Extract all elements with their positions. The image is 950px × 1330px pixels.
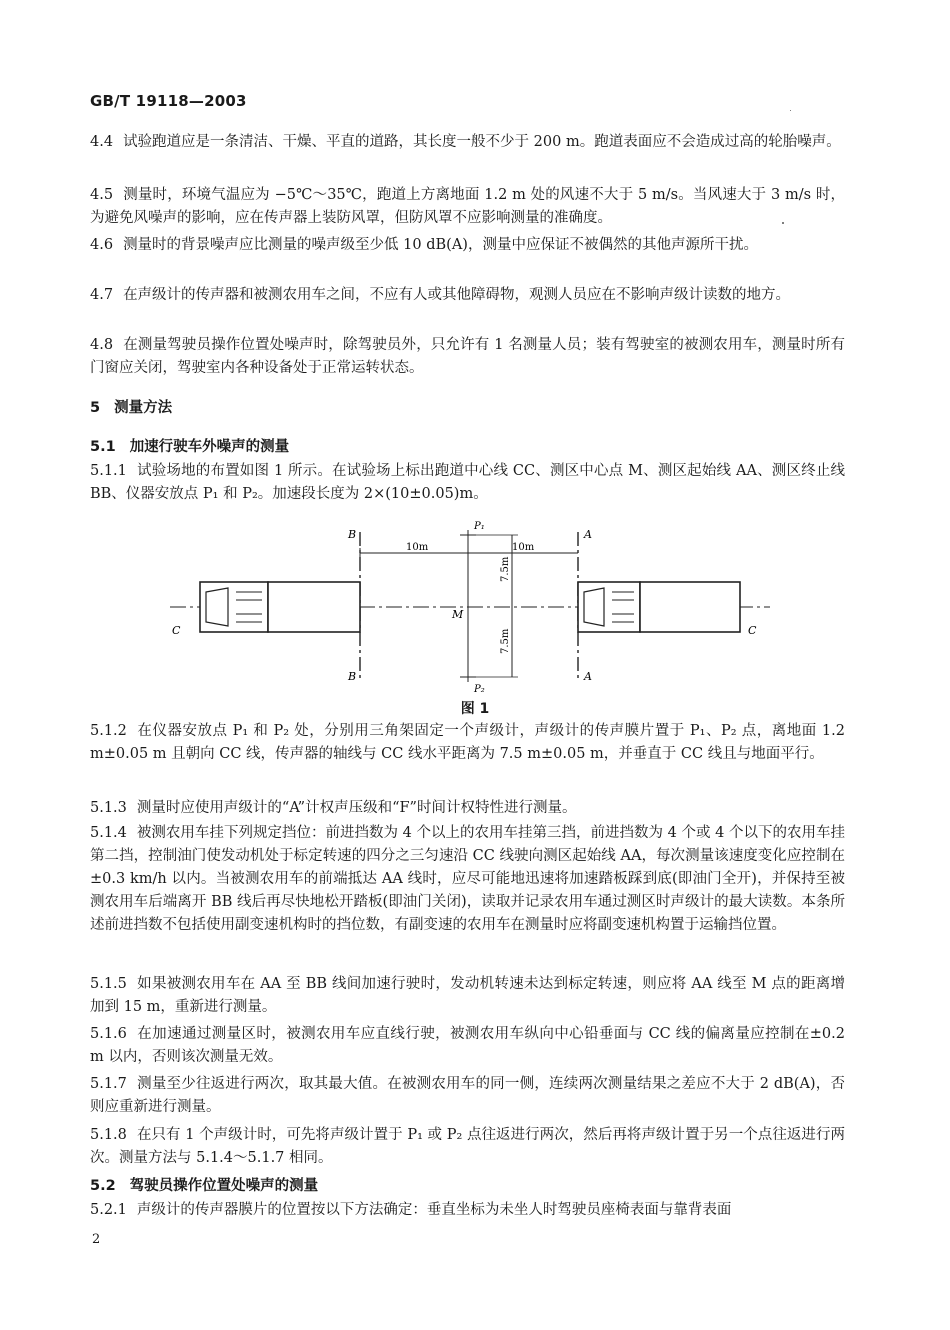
scan-speck (790, 110, 791, 111)
page-number: 2 (92, 1232, 101, 1247)
clause-5-1-2 (90, 720, 845, 766)
section-number: 5 (90, 400, 101, 416)
clause-number: 5.1.6 (90, 1026, 127, 1042)
label-p1: P₁ (474, 521, 485, 532)
section-number: 5.2 (90, 1178, 116, 1194)
clause-number: 5.1.4 (90, 825, 127, 841)
figure-1-drawing (160, 520, 780, 700)
clause-text: 在测量驾驶员操作位置处噪声时，除驾驶员外，只允许有 1 名测量人员；装有驾驶室的被测农用车，测量时所有门窗应关闭，驾驶室内各种设备处于正常运转状态。 (90, 337, 845, 376)
label-a-bottom: A (584, 670, 592, 683)
clause-text: 被测农用车挂下列规定挡位：前进挡数为 4 个以上的农用车挂第三挡，前进挡数为 4 个或 4 个以下的农用车挂第二挡，控制油门使发动机处于标定转速的四分之三匀速沿 CC 线驶向测区起始线 AA，每次测量该速度变化应控制在±0.3 km/h 以内。当被测农用车的前端抵达 AA 线时，应尽可能地迅速将加速踏板踩到底(即油门全开)，并保持至被测农用车后端离开 BB 线后再尽快地松开踏板(即油门关闭)，读取并记录农用车通过测区时声级计的最大读数。本条所述前进挡数不包括使用副变速机构时的挡位数，有副变速的农用车在测量时应将副变速机构置于运输挡位置。 (90, 825, 845, 933)
clause-number: 5.1.3 (90, 800, 127, 816)
clause-5-1-5 (90, 973, 845, 1019)
clause-number: 4.7 (90, 287, 114, 303)
vehicle-left (200, 582, 360, 632)
clause-number: 5.1.8 (90, 1127, 127, 1143)
section-title: 驾驶员操作位置处噪声的测量 (129, 1178, 319, 1194)
clause-5-1-4 (90, 822, 845, 937)
section-title: 测量方法 (114, 400, 173, 416)
clause-5-1-6 (90, 1023, 845, 1069)
clause-number: 5.2.1 (90, 1202, 127, 1218)
figure-1-caption: 图 1 (460, 701, 490, 717)
section-5-heading (90, 397, 172, 420)
clause-text: 试验场地的布置如图 1 所示。在试验场上标出跑道中心线 CC、测区中心点 M、测区起始线 AA、测区终止线 BB、仪器安放点 P₁ 和 P₂。加速段长度为 2×(10±0.05)m。 (90, 463, 845, 502)
clause-text: 测量时的背景噪声应比测量的噪声级至少低 10 dB(A)，测量中应保证不被偶然的其他声源所干扰。 (123, 237, 758, 253)
clause-number: 4.8 (90, 337, 114, 353)
clause-text: 如果被测农用车在 AA 至 BB 线间加速行驶时，发动机转速未达到标定转速，则应将 AA 线至 M 点的距离增加到 15 m，重新进行测量。 (90, 976, 845, 1015)
figure-1-test-site-layout (160, 520, 780, 700)
clause-4-5 (90, 184, 845, 230)
clause-5-1-7 (90, 1073, 845, 1119)
vehicle-right (578, 582, 740, 632)
clause-4-4 (90, 131, 845, 154)
label-7-5m-down: 7.5m (500, 628, 511, 654)
label-b-top: B (348, 528, 357, 541)
clause-number: 4.6 (90, 237, 114, 253)
clause-text: 在加速通过测量区时，被测农用车应直线行驶，被测农用车纵向中心铅垂面与 CC 线的偏离量应控制在±0.2 m 以内，否则该次测量无效。 (90, 1026, 845, 1065)
label-a-top: A (584, 528, 592, 541)
clause-number: 5.1.2 (90, 723, 127, 739)
standard-code: GB/T 19118—2003 (90, 92, 247, 110)
clause-text: 测量至少往返进行两次，取其最大值。在被测农用车的同一侧，连续两次测量结果之差应不大于 2 dB(A)，否则应重新进行测量。 (90, 1076, 845, 1115)
label-m: M (452, 608, 464, 621)
clause-number: 4.4 (90, 134, 114, 150)
section-5-1-heading (90, 436, 289, 459)
label-p2: P₂ (474, 684, 485, 695)
section-title: 加速行驶车外噪声的测量 (129, 439, 290, 455)
clause-number: 4.5 (90, 187, 114, 203)
clause-text: 测量时应使用声级计的“A”计权声压级和“F”时间计权特性进行测量。 (136, 800, 577, 816)
label-c-left: C (172, 624, 181, 637)
label-b-bottom: B (348, 670, 357, 683)
clause-4-8 (90, 334, 845, 380)
clause-text: 在只有 1 个声级计时，可先将声级计置于 P₁ 或 P₂ 点往返进行两次，然后再将声级计置于另一个点往返进行两次。测量方法与 5.1.4～5.1.7 相同。 (90, 1127, 845, 1166)
clause-5-2-1 (90, 1199, 845, 1222)
clause-text: 声级计的传声器膜片的位置按以下方法确定：垂直坐标为未坐人时驾驶员座椅表面与靠背表面 (136, 1202, 732, 1218)
section-5-2-heading (90, 1175, 318, 1198)
clause-4-7 (90, 284, 845, 307)
clause-5-1-8 (90, 1124, 845, 1170)
clause-5-1-3 (90, 797, 845, 820)
label-c-right: C (748, 624, 757, 637)
scan-speck (782, 222, 784, 224)
clause-text: 在仪器安放点 P₁ 和 P₂ 处，分别用三角架固定一个声级计，声级计的传声膜片置于 P₁、P₂ 点，离地面 1.2 m±0.05 m 且朝向 CC 线，传声器的轴线与 CC 线水平距离为 7.5 m±0.05 m，并垂直于 CC 线且与地面平行。 (90, 723, 845, 762)
clause-number: 5.1.5 (90, 976, 127, 992)
label-10m-right: 10m (512, 542, 535, 553)
clause-number: 5.1.7 (90, 1076, 127, 1092)
clause-5-1-1 (90, 460, 845, 506)
section-number: 5.1 (90, 439, 116, 455)
label-10m-left: 10m (406, 542, 429, 553)
clause-text: 测量时，环境气温应为 −5℃～35℃，跑道上方离地面 1.2 m 处的风速不大于 5 m/s。当风速大于 3 m/s 时，为避免风噪声的影响，应在传声器上装防风罩，但防风罩不应影响测量的准确度。 (90, 187, 845, 226)
clause-text: 在声级计的传声器和被测农用车之间，不应有人或其他障碍物，观测人员应在不影响声级计读数的地方。 (123, 287, 791, 303)
label-7-5m-up: 7.5m (500, 556, 511, 582)
clause-text: 试验跑道应是一条清洁、干燥、平直的道路，其长度一般不少于 200 m。跑道表面应不会造成过高的轮胎噪声。 (123, 134, 841, 150)
clause-number: 5.1.1 (90, 463, 127, 479)
clause-4-6 (90, 234, 845, 257)
